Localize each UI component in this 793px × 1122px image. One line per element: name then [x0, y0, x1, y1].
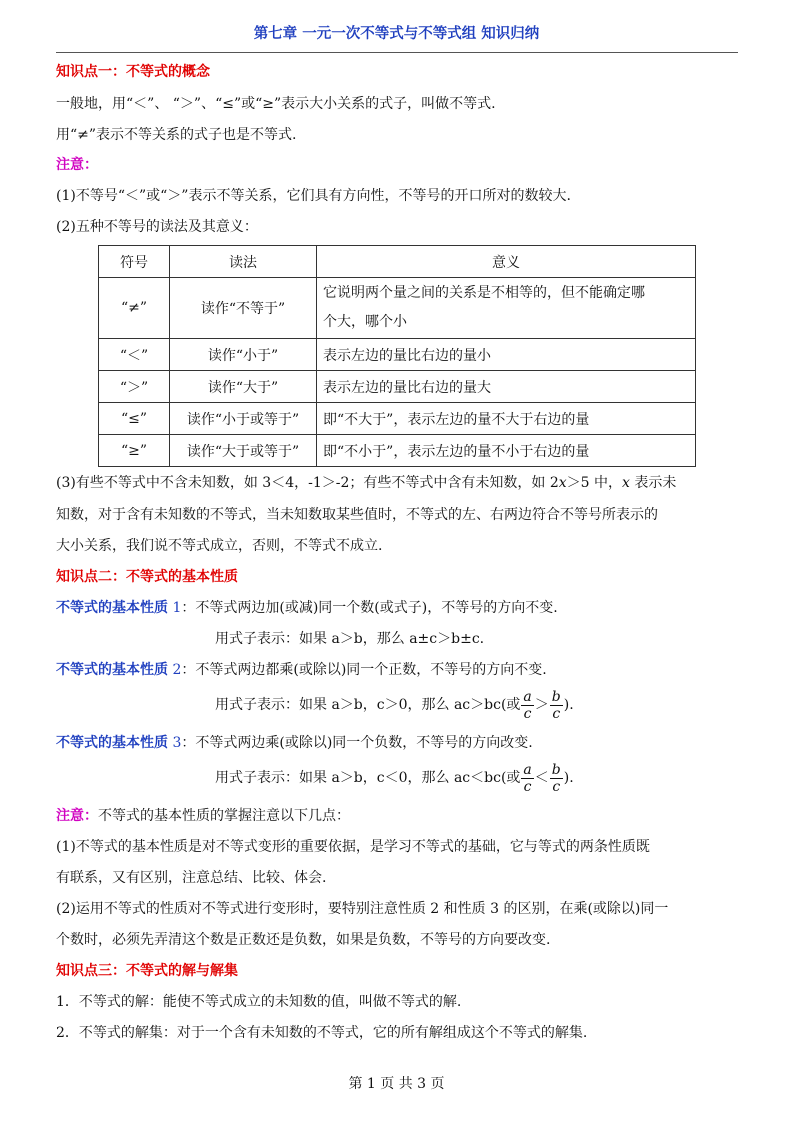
table-header-reading: 读法	[170, 246, 317, 278]
table-row	[99, 403, 696, 435]
table-cell-meaning: 表示左边的量比右边的量大	[317, 371, 696, 403]
kp1-para-1: 一般地，用“＜”、 “＞”、“≤”或“≥”表示大小关系的式子，叫做不等式.	[56, 96, 496, 112]
fraction-b-over-c	[550, 762, 563, 795]
kp1-note-3-line-1	[56, 473, 676, 493]
note-label: 注意：	[56, 808, 98, 824]
relation-sign: ＜	[534, 770, 549, 786]
table-cell-reading: 读作“小于或等于”	[170, 403, 317, 435]
table-cell-symbol: “＞”	[99, 371, 170, 403]
property-2	[56, 660, 547, 680]
table-cell-symbol: “≠”	[99, 278, 170, 339]
table-cell-reading: 读作“大于”	[170, 371, 317, 403]
table-cell-symbol: “≥”	[99, 435, 170, 467]
kp1-para-2: 用“≠”表示不等关系的式子也是不等式.	[56, 127, 297, 143]
table-row	[99, 278, 696, 339]
numerator: a	[523, 761, 532, 778]
denominator: c	[552, 778, 561, 795]
formula-end: ).	[563, 770, 574, 786]
property-3-formula	[215, 759, 574, 797]
kp2-note-2-line-1: (2)运用不等式的性质对不等式进行变形时，要特别注意性质 2 和性质 3 的区别，在乘(或除以)同一	[56, 901, 669, 917]
var-x: x	[622, 475, 630, 491]
denominator: c	[523, 705, 532, 722]
table-row	[99, 435, 696, 467]
table-cell-meaning: 即“不小于”，表示左边的量不小于右边的量	[317, 435, 696, 467]
note-text: 不等式的基本性质的掌握注意以下几点：	[98, 808, 350, 824]
table-cell-meaning: 表示左边的量比右边的量小	[317, 339, 696, 371]
kp2-note	[56, 806, 350, 826]
page-title: 第七章 一元一次不等式与不等式组 知识归纳	[253, 26, 540, 42]
fraction-a-over-c	[521, 762, 533, 795]
kp2-note-1-line-1: (1)不等式的基本性质是对不等式变形的重要依据，是学习不等式的基础，它与等式的两条性质既	[56, 839, 650, 855]
note-3-text-c: 表示未	[629, 475, 677, 491]
numerator: a	[523, 688, 532, 705]
table-row	[99, 371, 696, 403]
property-number: 1	[168, 600, 182, 616]
fraction-a-over-c	[521, 689, 533, 722]
property-number: 2	[168, 662, 182, 678]
table-header-meaning: 意义	[317, 246, 696, 278]
property-label: 不等式的基本性质	[56, 662, 168, 678]
denominator: c	[523, 778, 532, 795]
kp1-note-1: (1)不等号“＜”或“＞”表示不等关系，它们具有方向性，不等号的开口所对的数较大.	[56, 188, 571, 204]
kp3-item-2: 2．不等式的解集：对于一个含有未知数的不等式，它的所有解组成这个不等式的解集.	[56, 1025, 588, 1041]
kp3-heading: 知识点三：不等式的解与解集	[56, 963, 238, 979]
kp1-note-2: (2)五种不等号的读法及其意义：	[56, 219, 258, 235]
kp3-item-1: 1．不等式的解：能使不等式成立的未知数的值，叫做不等式的解.	[56, 994, 462, 1010]
denominator: c	[552, 705, 561, 722]
property-label: 不等式的基本性质	[56, 735, 168, 751]
property-label: 不等式的基本性质	[56, 600, 168, 616]
formula-end: ).	[563, 697, 574, 713]
kp2-note-2-line-2: 个数时，必须先弄清这个数是正数还是负数，如果是负数，不等号的方向要改变.	[56, 932, 551, 948]
property-1-formula: 用式子表示：如果 a＞b，那么 a±c＞b±c.	[215, 631, 485, 647]
property-number: 3	[168, 735, 182, 751]
kp2-note-1-line-2: 有联系，又有区别，注意总结、比较、体会.	[56, 870, 327, 886]
inequality-symbol-table	[98, 245, 696, 467]
table-cell-meaning	[317, 278, 696, 339]
numerator: b	[551, 761, 561, 778]
property-text: ：不等式两边加(或减)同一个数(或式子)，不等号的方向不变.	[181, 600, 558, 616]
numerator: b	[551, 688, 561, 705]
kp2-heading: 知识点二：不等式的基本性质	[56, 569, 238, 585]
property-text: ：不等式两边都乘(或除以)同一个正数，不等号的方向不变.	[181, 662, 547, 678]
table-cell-meaning: 即“不大于”，表示左边的量不大于右边的量	[317, 403, 696, 435]
meaning-line-2: 个大，哪个小	[323, 314, 407, 330]
meaning-line-1: 它说明两个量之间的关系是不相等的，但不能确定哪	[323, 285, 645, 301]
kp1-heading: 知识点一：不等式的概念	[56, 64, 210, 80]
table-header-row	[99, 246, 696, 278]
property-text: ：不等式两边乘(或除以)同一个负数，不等号的方向改变.	[181, 735, 533, 751]
kp1-note-3-line-2: 知数，对于含有未知数的不等式，当未知数取某些值时，不等式的左、右两边符合不等号所表示的	[56, 507, 658, 523]
property-1	[56, 598, 558, 618]
fraction-b-over-c	[550, 689, 563, 722]
note-3-text-a: (3)有些不等式中不含未知数，如 3＜4，-1＞-2；有些不等式中含有未知数，如 2	[56, 475, 559, 491]
table-row	[99, 339, 696, 371]
property-3	[56, 733, 533, 753]
table-header-symbol: 符号	[99, 246, 170, 278]
note-3-text-b: ＞5 中，	[566, 475, 622, 491]
page-footer: 第 1 页 共 3 页	[348, 1076, 445, 1092]
table-cell-symbol: “≤”	[99, 403, 170, 435]
var-x: x	[558, 475, 567, 491]
table-cell-reading: 读作“不等于”	[170, 278, 317, 339]
formula-text: 用式子表示：如果 a＞b，c＞0，那么 ac＞bc(或	[215, 697, 521, 713]
kp1-note-label: 注意：	[56, 157, 98, 173]
table-cell-reading: 读作“小于”	[170, 339, 317, 371]
formula-text: 用式子表示：如果 a＞b，c＜0，那么 ac＜bc(或	[215, 770, 521, 786]
kp1-note-3-line-3: 大小关系，我们说不等式成立，否则，不等式不成立.	[56, 538, 383, 554]
table-cell-reading: 读作“大于或等于”	[170, 435, 317, 467]
table-cell-symbol: “＜”	[99, 339, 170, 371]
relation-sign: ＞	[534, 697, 549, 713]
header-rule	[56, 52, 738, 53]
property-2-formula	[215, 686, 574, 724]
